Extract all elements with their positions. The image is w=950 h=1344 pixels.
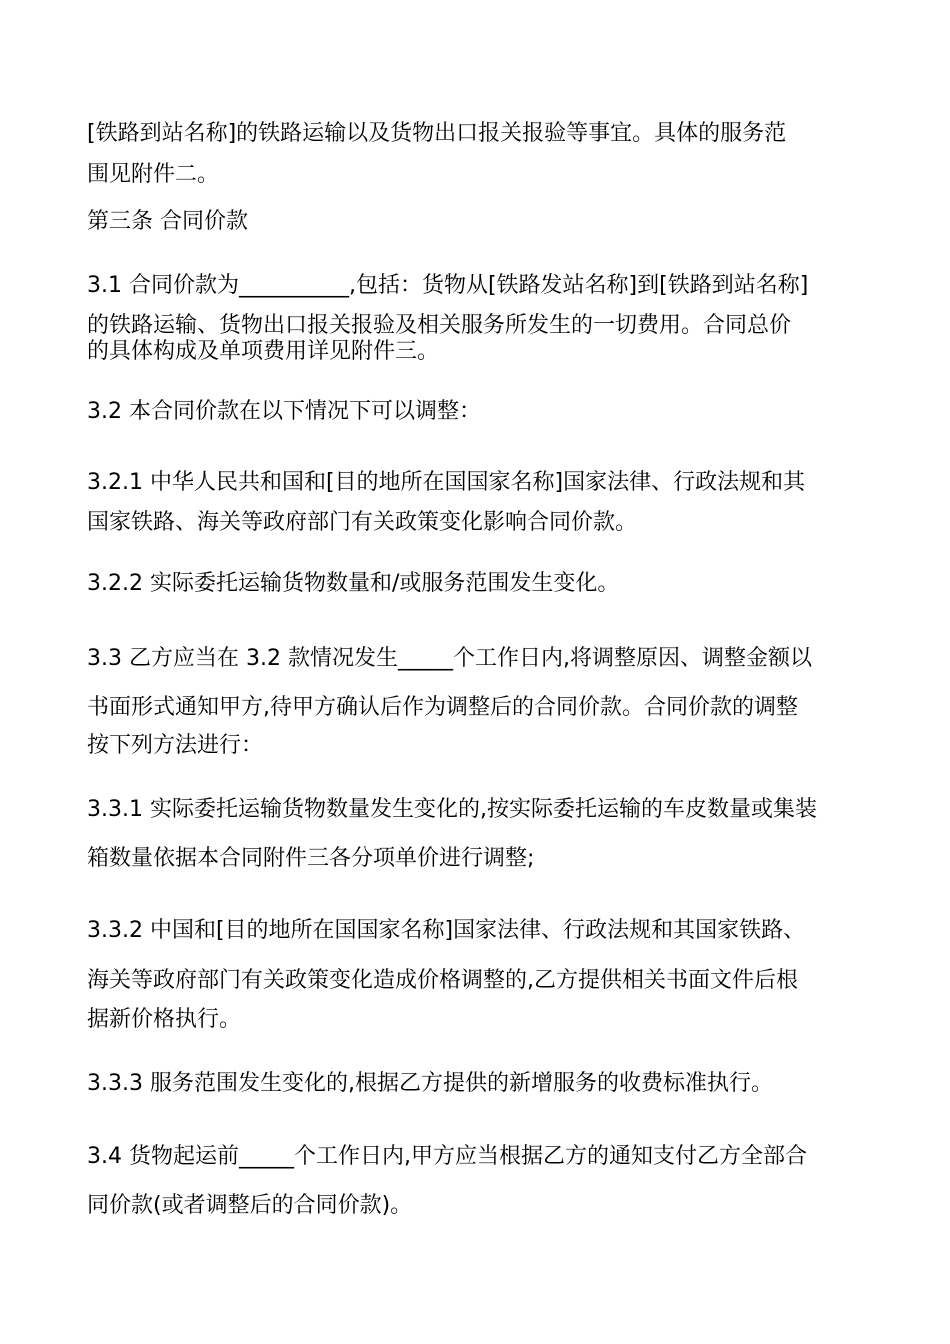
text-line: 3.3.2 中国和[目的地所在国国家名称]国家法律、行政法规和其国家铁路、 [87,918,806,943]
text-line: 同价款(或者调整后的合同价款)。 [87,1193,413,1218]
text-line: 据新价格执行。 [87,1007,242,1032]
text-line: 海关等政府部门有关政策变化造成价格调整的,乙方提供相关书面文件后根 [87,968,798,993]
text-line: 3.3.1 实际委托运输货物数量发生变化的,按实际委托运输的车皮数量或集装 [87,797,817,822]
text-line: 3.1 合同价款为__________,包括：货物从[铁路发站名称]到[铁路到站名称] [87,273,809,298]
text-line: 3.2 本合同价款在以下情况下可以调整： [87,399,481,424]
text-line: 3.2.2 实际委托运输货物数量和/或服务范围发生变化。 [87,571,620,596]
text-line: 按下列方法进行： [87,733,264,758]
section-heading: 第三条 合同价款 [87,209,248,234]
text-line: 箱数量依据本合同附件三各分项单价进行调整; [87,846,535,871]
text-line: 围见附件二。 [87,162,220,187]
text-line: [铁路到站名称]的铁路运输以及货物出口报关报验等事宜。具体的服务范 [87,121,787,146]
text-line: 3.2.1 中华人民共和国和[目的地所在国国家名称]国家法律、行政法规和其 [87,470,806,495]
text-line: 3.3.3 服务范围发生变化的,根据乙方提供的新增服务的收费标准执行。 [87,1071,773,1096]
text-line: 3.3 乙方应当在 3.2 款情况发生_____个工作日内,将调整原因、调整金额以 [87,646,812,671]
text-line: 国家铁路、海关等政府部门有关政策变化影响合同价款。 [87,510,638,535]
text-line: 的铁路运输、货物出口报关报验及相关服务所发生的一切费用。合同总价 [87,313,792,338]
text-line: 的具体构成及单项费用详见附件三。 [87,339,440,364]
text-line: 书面形式通知甲方,待甲方确认后作为调整后的合同价款。合同价款的调整 [87,695,798,720]
text-line: 3.4 货物起运前_____个工作日内,甲方应当根据乙方的通知支付乙方全部合 [87,1144,807,1169]
